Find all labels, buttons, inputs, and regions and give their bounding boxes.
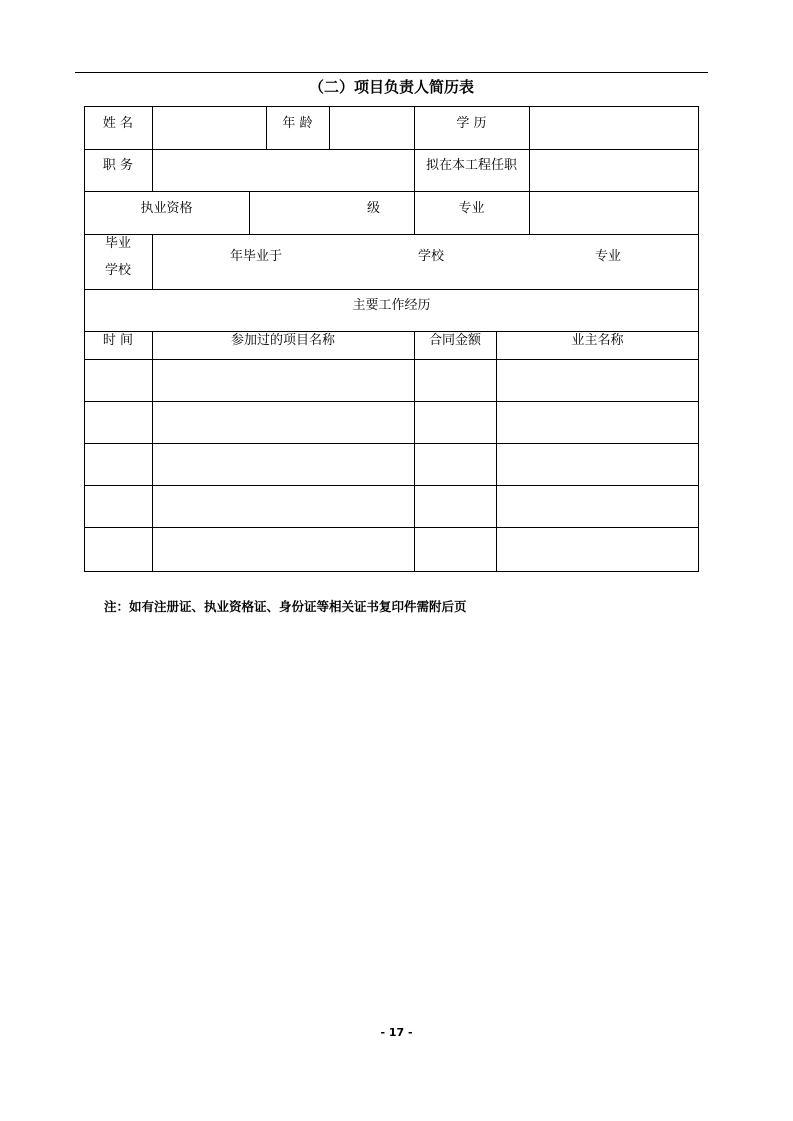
experience-cell[interactable] bbox=[418, 406, 492, 439]
experience-cell[interactable] bbox=[500, 490, 695, 523]
footnote: 注：如有注册证、执业资格证、身份证等相关证书复印件需附后页 bbox=[104, 599, 467, 614]
specialty-field[interactable] bbox=[533, 197, 693, 229]
col-divider bbox=[152, 331, 153, 571]
experience-cell[interactable] bbox=[418, 532, 492, 567]
experience-cell[interactable] bbox=[156, 448, 410, 481]
col-divider bbox=[529, 149, 530, 191]
major-text: 专业 bbox=[595, 249, 622, 264]
col-divider bbox=[329, 106, 330, 149]
position-field[interactable] bbox=[157, 154, 409, 186]
col-divider bbox=[529, 106, 530, 149]
school-text: 学校 bbox=[418, 249, 445, 264]
experience-cell[interactable] bbox=[500, 532, 695, 567]
experience-cell[interactable] bbox=[88, 406, 148, 439]
row-divider bbox=[84, 527, 699, 528]
graduation-year-field[interactable] bbox=[157, 240, 227, 284]
position-label: 职 务 bbox=[102, 158, 134, 173]
qualification-label: 执业资格 bbox=[140, 201, 193, 216]
column-header-time: 时 间 bbox=[102, 333, 134, 348]
graduation-label-line1: 毕业 bbox=[104, 236, 131, 251]
experience-cell[interactable] bbox=[418, 364, 492, 397]
row-divider bbox=[84, 234, 699, 235]
name-field[interactable] bbox=[157, 112, 262, 144]
experience-cell[interactable] bbox=[156, 364, 410, 397]
col-divider bbox=[496, 331, 497, 571]
experience-cell[interactable] bbox=[156, 406, 410, 439]
row-divider bbox=[84, 149, 699, 150]
experience-cell[interactable] bbox=[500, 364, 695, 397]
col-divider bbox=[152, 149, 153, 191]
row-divider bbox=[84, 331, 699, 332]
col-divider bbox=[529, 191, 530, 234]
row-divider bbox=[84, 289, 699, 290]
page-title: （二）项目负责人简历表 bbox=[308, 78, 474, 96]
proposed-role-field[interactable] bbox=[533, 154, 693, 186]
education-label: 学 历 bbox=[456, 116, 487, 131]
work-experience-heading: 主要工作经历 bbox=[352, 298, 431, 313]
col-divider bbox=[152, 106, 153, 149]
specialty-label: 专业 bbox=[458, 201, 485, 216]
column-header-owner-name: 业主名称 bbox=[571, 333, 624, 348]
school-field[interactable] bbox=[290, 240, 410, 284]
graduated-year-text: 年毕业于 bbox=[230, 249, 283, 264]
experience-cell[interactable] bbox=[88, 532, 148, 567]
row-divider bbox=[84, 443, 699, 444]
experience-cell[interactable] bbox=[156, 532, 410, 567]
col-divider bbox=[249, 191, 250, 234]
col-divider bbox=[152, 234, 153, 289]
experience-cell[interactable] bbox=[88, 364, 148, 397]
experience-cell[interactable] bbox=[500, 448, 695, 481]
row-divider bbox=[84, 401, 699, 402]
page-number: - 17 - bbox=[380, 1026, 413, 1039]
experience-cell[interactable] bbox=[418, 490, 492, 523]
row-divider bbox=[84, 485, 699, 486]
column-header-contract-amount: 合同金额 bbox=[428, 333, 481, 348]
name-label: 姓 名 bbox=[102, 116, 134, 131]
row-divider bbox=[84, 191, 699, 192]
experience-cell[interactable] bbox=[88, 490, 148, 523]
graduation-label-line2: 学校 bbox=[104, 263, 131, 278]
education-field[interactable] bbox=[533, 112, 693, 144]
experience-cell[interactable] bbox=[500, 406, 695, 439]
column-header-project-name: 参加过的项目名称 bbox=[230, 333, 335, 348]
experience-cell[interactable] bbox=[156, 490, 410, 523]
qualification-field[interactable] bbox=[253, 197, 358, 229]
grade-label: 级 bbox=[367, 201, 381, 216]
experience-cell[interactable] bbox=[418, 448, 492, 481]
proposed-role-label: 拟在本工程任职 bbox=[425, 158, 517, 173]
col-divider bbox=[414, 331, 415, 571]
row-divider bbox=[84, 359, 699, 360]
age-field[interactable] bbox=[333, 112, 411, 144]
major-field[interactable] bbox=[450, 240, 590, 284]
age-label: 年 龄 bbox=[282, 116, 313, 131]
experience-cell[interactable] bbox=[88, 448, 148, 481]
